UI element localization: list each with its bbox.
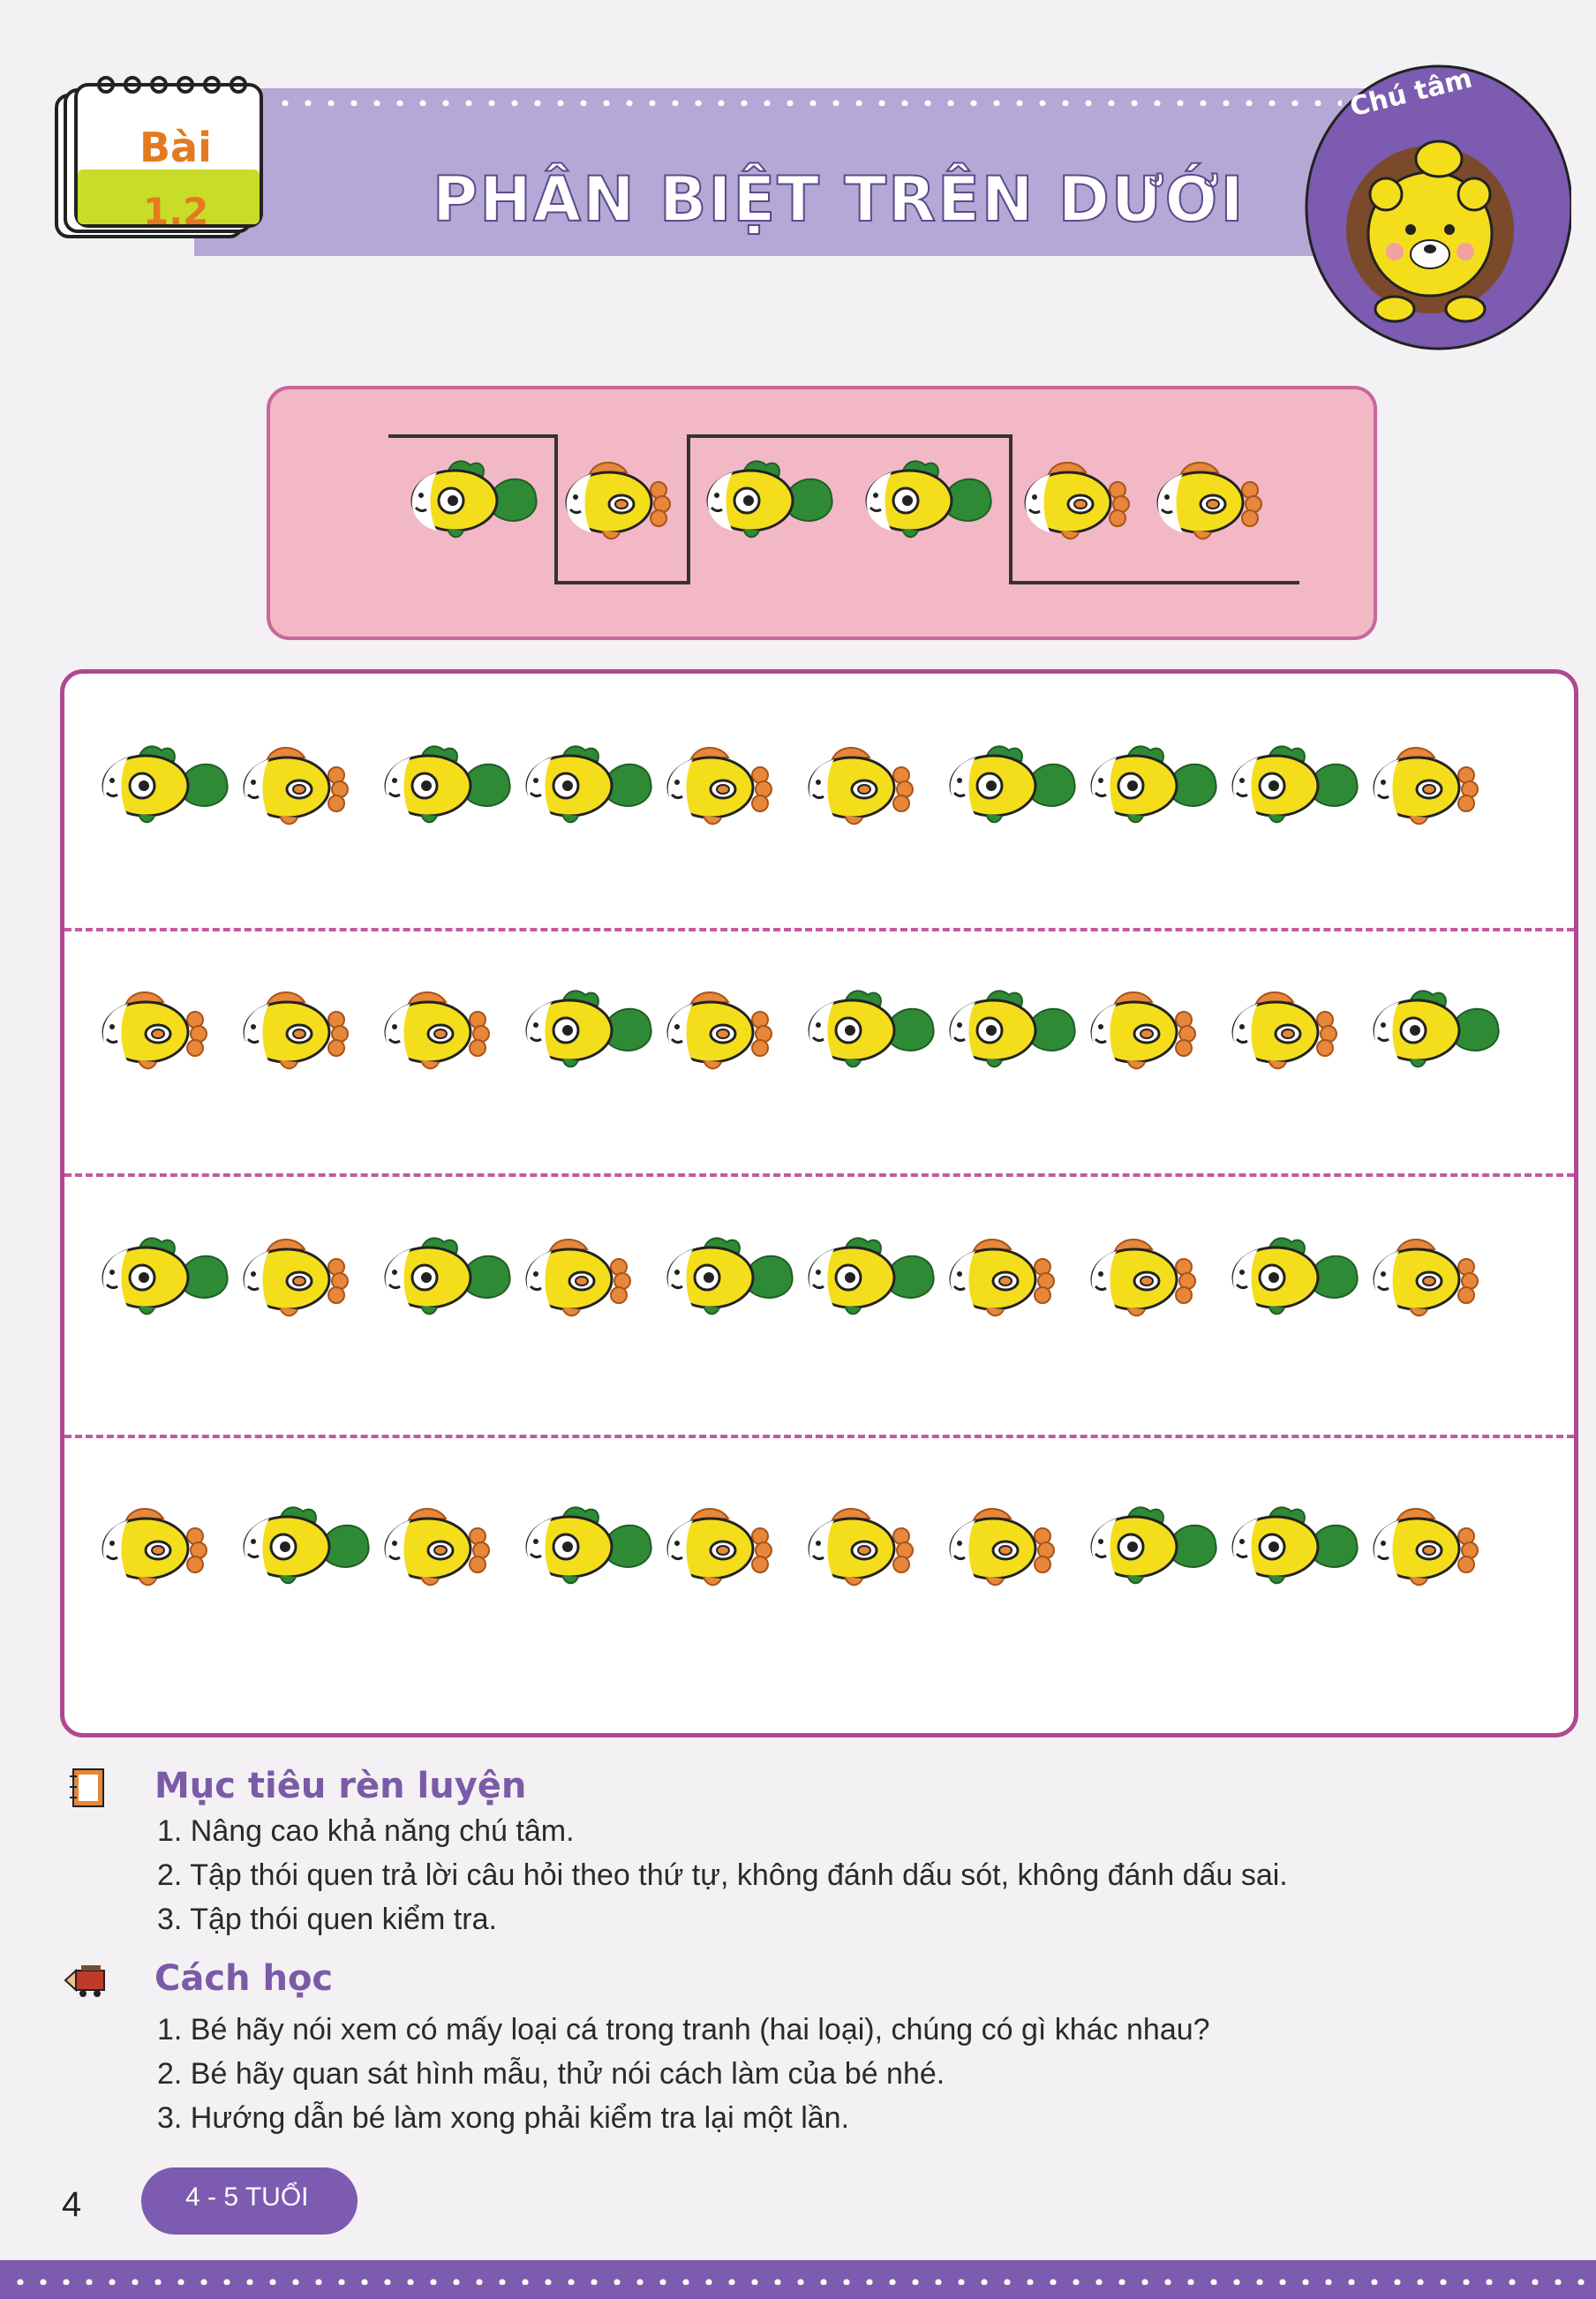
pencil-icon xyxy=(64,1958,108,2002)
orange-tail-fish-icon[interactable] xyxy=(1148,455,1289,552)
objectives-title: Mục tiêu rèn luyện xyxy=(154,1766,527,1806)
green-tail-fish-icon[interactable] xyxy=(375,740,516,837)
orange-tail-fish-icon[interactable] xyxy=(940,1232,1081,1329)
orange-tail-fish-icon[interactable] xyxy=(1081,1232,1223,1329)
orange-tail-fish-icon[interactable] xyxy=(1223,984,1364,1082)
green-tail-fish-icon[interactable] xyxy=(658,1232,799,1329)
row-divider xyxy=(64,1435,1574,1438)
orange-tail-fish-icon[interactable] xyxy=(516,1232,658,1329)
method-item: 3. Hướng dẫn bé làm xong phải kiểm tra lại một lần. xyxy=(157,2101,850,2135)
page-number: 4 xyxy=(62,2185,82,2224)
green-tail-fish-icon[interactable] xyxy=(516,740,658,837)
green-tail-fish-icon[interactable] xyxy=(940,984,1081,1082)
page-title: PHÂN BIỆT TRÊN DƯỚI xyxy=(433,163,1246,236)
green-tail-fish-icon[interactable] xyxy=(93,1232,234,1329)
green-tail-fish-icon[interactable] xyxy=(856,455,998,552)
green-tail-fish-icon[interactable] xyxy=(375,1232,516,1329)
orange-tail-fish-icon[interactable] xyxy=(93,1501,234,1598)
method-item: 2. Bé hãy quan sát hình mẫu, thử nói cách làm của bé nhé. xyxy=(157,2057,945,2091)
orange-tail-fish-icon[interactable] xyxy=(799,1501,940,1598)
green-tail-fish-icon[interactable] xyxy=(516,1501,658,1598)
green-tail-fish-icon[interactable] xyxy=(1364,984,1505,1082)
green-tail-fish-icon[interactable] xyxy=(1223,740,1364,837)
green-tail-fish-icon[interactable] xyxy=(234,1501,375,1598)
green-tail-fish-icon[interactable] xyxy=(940,740,1081,837)
green-tail-fish-icon[interactable] xyxy=(1081,1501,1223,1598)
green-tail-fish-icon[interactable] xyxy=(402,455,543,552)
orange-tail-fish-icon[interactable] xyxy=(940,1501,1081,1598)
orange-tail-fish-icon[interactable] xyxy=(556,455,697,552)
row-divider xyxy=(64,1173,1574,1177)
method-item: 1. Bé hãy nói xem có mấy loại cá trong tranh (hai loại), chúng có gì khác nhau? xyxy=(157,2013,1210,2046)
orange-tail-fish-icon[interactable] xyxy=(1015,455,1156,552)
orange-tail-fish-icon[interactable] xyxy=(1364,1501,1505,1598)
green-tail-fish-icon[interactable] xyxy=(1223,1501,1364,1598)
mascot-label: Chú tâm xyxy=(1346,63,1476,124)
green-tail-fish-icon[interactable] xyxy=(516,984,658,1082)
lesson-label: Bài xyxy=(139,124,212,171)
green-tail-fish-icon[interactable] xyxy=(93,740,234,837)
green-tail-fish-icon[interactable] xyxy=(697,455,839,552)
orange-tail-fish-icon[interactable] xyxy=(234,984,375,1082)
method-title: Cách học xyxy=(154,1958,334,1999)
green-tail-fish-icon[interactable] xyxy=(1081,740,1223,837)
bottom-band xyxy=(0,2260,1596,2299)
lesson-number: 1.2 xyxy=(143,190,209,233)
objective-item: 3. Tập thói quen kiểm tra. xyxy=(157,1903,497,1936)
objective-item: 2. Tập thói quen trả lời câu hỏi theo thứ tự, không đánh dấu sót, không đánh dấu sai. xyxy=(157,1858,1288,1892)
green-tail-fish-icon[interactable] xyxy=(1223,1232,1364,1329)
orange-tail-fish-icon[interactable] xyxy=(234,1232,375,1329)
notebook-icon xyxy=(66,1766,110,1810)
age-label: 4 - 5 TUỔI xyxy=(185,2182,309,2212)
orange-tail-fish-icon[interactable] xyxy=(658,984,799,1082)
orange-tail-fish-icon[interactable] xyxy=(658,740,799,837)
row-divider xyxy=(64,928,1574,931)
orange-tail-fish-icon[interactable] xyxy=(1364,1232,1505,1329)
orange-tail-fish-icon[interactable] xyxy=(234,740,375,837)
orange-tail-fish-icon[interactable] xyxy=(1364,740,1505,837)
orange-tail-fish-icon[interactable] xyxy=(375,1501,516,1598)
orange-tail-fish-icon[interactable] xyxy=(375,984,516,1082)
green-tail-fish-icon[interactable] xyxy=(799,984,940,1082)
green-tail-fish-icon[interactable] xyxy=(799,1232,940,1329)
objective-item: 1. Nâng cao khả năng chú tâm. xyxy=(157,1814,575,1848)
orange-tail-fish-icon[interactable] xyxy=(658,1501,799,1598)
orange-tail-fish-icon[interactable] xyxy=(799,740,940,837)
orange-tail-fish-icon[interactable] xyxy=(93,984,234,1082)
orange-tail-fish-icon[interactable] xyxy=(1081,984,1223,1082)
